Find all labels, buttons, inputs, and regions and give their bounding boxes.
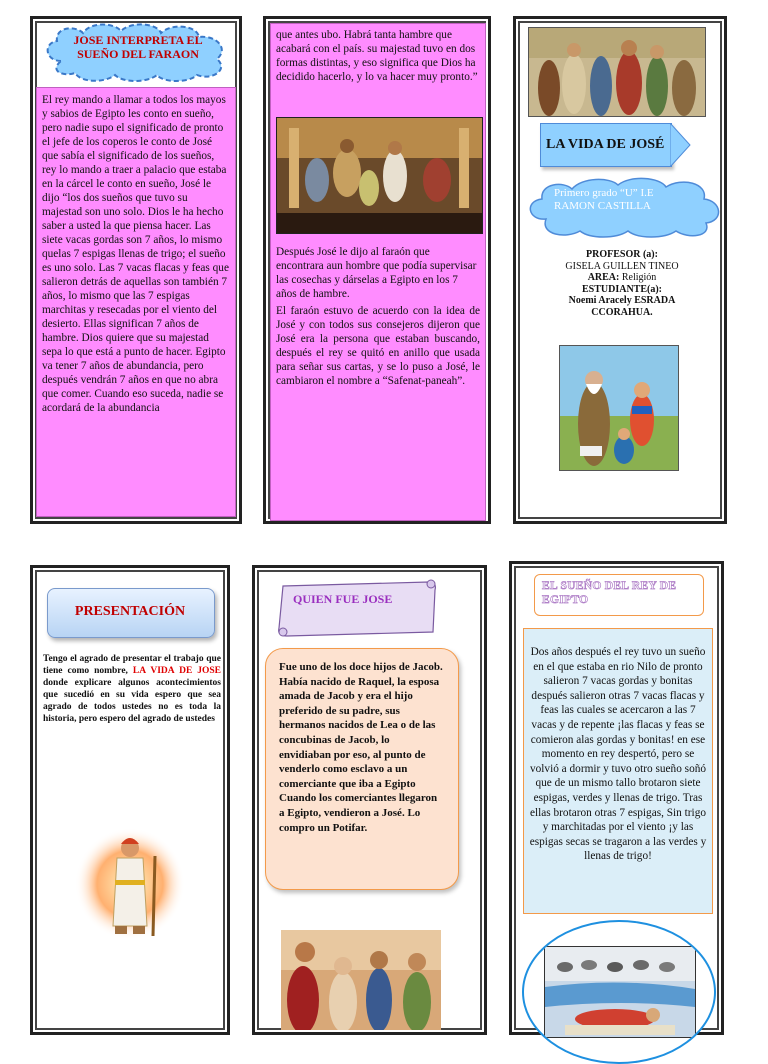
- joseph-sold-picture: [281, 930, 441, 1030]
- panel2-top-text: que antes ubo. Habrá tanta hambre que acabará con el país. su majestad tuvo en dos formas distintas, y eso significa que Dios ha decidido hacerlo, y lo va hacer muy pronto.”: [276, 29, 478, 83]
- sueno-title: EL SUEÑO DEL REY DE EGIPTO: [542, 580, 677, 606]
- panel-presentacion: [30, 565, 230, 1035]
- cover-title: LA VIDA DE JOSÉ: [546, 137, 665, 152]
- cover-grade: Primero grado “U” I.E RAMON CASTILLA: [554, 187, 654, 212]
- panel1-body: El rey mando a llamar a todos los mayos y sabios de Egipto les conto en sueño, pero nadie supo el significado de pronto el jefe de los coperos le conto de José que sabía el significado de los sueños, rey lo mando a traer a palacio que estaba en la cárcel le conto en sueño, José le dijo “los dos sueños que tuvo su majestad son uno solo. Dios le ha hecho saber a usted la que piensa hacer. Las siete vacas gordas son 7 años, lo mismo quelas 7 espigas llenas de trigo; el sueño es uno solo. Las 7 vacas flacas y feas que salieron detrás de aquellas son también 7 años, lo mismo que las 7 espigas marchitas y resecadas por el viento del desierto. Ellas significan 7 años de hambre. Dios quiere que su majestad sepa lo que está a punto de hacer. Egipto va tener 7 años de abundancia, pero después vendrán 7 años en que no abra que comer. Cuando eso suceda, nadie se acordará de la abundancia: [42, 94, 229, 414]
- panel2-bottom-text: El faraón estuvo de acuerdo con la idea de José y con todos sus consejeros dijeron que José era la persona que estaban buscando, después el rey se quitó en anillo que usada para señar sus cartas, y se lo puso a José, le cambiaron el nombre a “Safenat-paneah”.: [276, 305, 480, 387]
- jacob-joseph-picture: [559, 345, 679, 471]
- estudiante-label: ESTUDIANTE(a):: [581, 283, 662, 295]
- pharaoh-court-picture: [276, 117, 483, 234]
- quien-fue-title: QUIEN FUE JOSE: [293, 592, 393, 606]
- cover-credits: [524, 249, 720, 318]
- area-value: Religión: [619, 272, 657, 283]
- panel1-title: JOSE INTERPRETA EL SUEÑO DEL FARAON: [73, 33, 203, 61]
- joseph-figure-picture: [75, 826, 185, 942]
- panel-cover: [513, 16, 727, 524]
- panel1-text-box: [36, 87, 236, 517]
- dream-picture: [544, 946, 696, 1038]
- panel-jose-interpreta: [30, 16, 242, 524]
- sueno-body: Dos años después el rey tuvo un sueño en el que estaba en rio Nilo de pronto salieron 7 vacas gordas y bonitas después salieron otras 7 vacas flacas y feas las cuales se acercaron a las 7 vacas y de repente ¡las flacas y feas se comieron alas gordas y bonitas! en ese momento en rey despertó, pero se volvió a dormir y tuvo otro sueño soñó que de un mismo tallo brotaron siete espigas, verdes y llenas de trigo. Tras ellas brotaron otras 7 espigas, Sin trigo y marchitadas por el viento ¡y las espigas secas se tragaron a las verdes y llenas de trigo!: [529, 646, 707, 863]
- profesor-name: GISELA GUILLEN TINEO: [565, 260, 679, 272]
- panel-quien-fue: [252, 565, 487, 1035]
- presentacion-title: PRESENTACIÓN: [74, 604, 186, 619]
- panel2-middle-text: Después José le dijo al faraón que encontrara aun hombre que podía supervisar las cosechas y dárselas a Egipto en los 7 años de hambre.: [276, 246, 477, 300]
- profesor-label: PROFESOR (a):: [586, 249, 658, 260]
- estudiante-name: Noemi Aracely ESRADA CCORAHUA.: [568, 295, 676, 318]
- presentacion-text-a: Tengo el agrado de presentar el trabajo que tiene como nombre,: [43, 654, 221, 676]
- panel-continuation: [263, 16, 491, 524]
- scroll-title-shape: [273, 574, 439, 640]
- presentacion-text-b: donde explicare algunos acontecimientos que sucedió en su vida espero que sea agrado de todos ustedes no es toda la historia, pero espero del agrado de ustedes: [43, 678, 221, 724]
- quien-fue-body: Fue uno de los doce hijos de Jacob. Había nacido de Raquel, la esposa amada de Jacob y era el hijo preferido de su padre, sus hermanos nacidos de Lea o de las concubinas de Jacob, lo envidiaban por eso, al punto de venderlo como esclavo a un comerciante que iba a Egipto Cuando los comerciantes llegaron a Egipto, vendieron a José. Lo compro un Potifar.: [279, 661, 443, 834]
- presentacion-highlight: LA VIDA DE JOSE: [132, 666, 221, 676]
- dream-oval: [522, 920, 716, 1064]
- presentacion-text: [43, 653, 221, 725]
- area-label: AREA:: [587, 272, 620, 283]
- crowd-picture: [528, 27, 706, 117]
- panel-sueno-rey: [509, 561, 724, 1035]
